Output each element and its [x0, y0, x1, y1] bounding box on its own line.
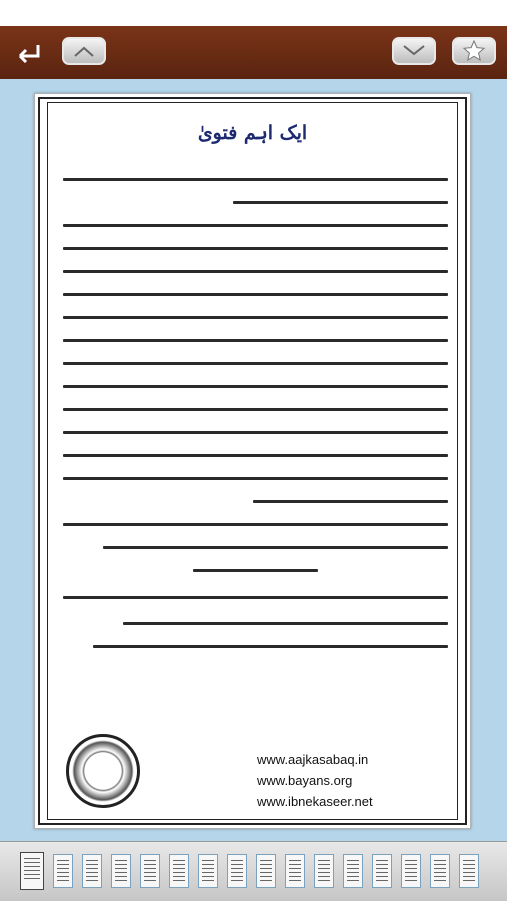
back-button[interactable]	[10, 37, 48, 67]
seal-stamp	[66, 734, 140, 808]
text-line	[63, 582, 448, 612]
document-body	[63, 168, 448, 658]
page-thumbnail[interactable]	[198, 854, 218, 888]
text-line	[63, 635, 448, 658]
text-line	[63, 398, 448, 421]
text-line	[63, 237, 448, 260]
back-arrow-icon	[16, 41, 42, 63]
document-title: ایک اہم فتویٰ	[197, 122, 308, 144]
mail-icon	[402, 43, 426, 59]
page-thumbnail[interactable]	[401, 854, 421, 888]
page-thumbnail[interactable]	[82, 854, 102, 888]
star-icon	[463, 40, 485, 62]
thumbnail-list	[20, 854, 488, 890]
toolbar	[0, 26, 507, 79]
previous-button[interactable]	[62, 37, 106, 65]
page-thumbnail[interactable]	[111, 854, 131, 888]
text-line	[63, 467, 448, 490]
website-url[interactable]: www.aajkasabaq.in	[257, 752, 369, 767]
text-line	[63, 260, 448, 283]
text-line	[63, 329, 448, 352]
page-thumbnail[interactable]	[314, 854, 334, 888]
page-thumbnail[interactable]	[459, 854, 479, 888]
text-line	[63, 513, 448, 536]
page-thumbnail[interactable]	[343, 854, 363, 888]
text-line	[63, 306, 448, 329]
text-line	[63, 375, 448, 398]
text-line	[63, 444, 448, 467]
thumbnail-strip[interactable]	[0, 841, 507, 901]
page-thumbnail[interactable]	[227, 854, 247, 888]
text-line	[63, 283, 448, 306]
text-line	[63, 421, 448, 444]
page-thumbnail[interactable]	[140, 854, 160, 888]
text-line	[63, 490, 448, 513]
text-line	[63, 536, 448, 559]
page-thumbnail[interactable]	[285, 854, 305, 888]
website-links	[257, 749, 447, 812]
website-url[interactable]: www.bayans.org	[257, 773, 353, 788]
website-url[interactable]: www.ibnekaseer.net	[257, 794, 373, 809]
page-thumbnail[interactable]	[372, 854, 392, 888]
text-line	[63, 352, 448, 375]
bookmark-button[interactable]	[452, 37, 496, 65]
page-thumbnail[interactable]	[53, 854, 73, 888]
mail-button[interactable]	[392, 37, 436, 65]
page-thumbnail[interactable]	[256, 854, 276, 888]
text-line	[63, 612, 448, 635]
text-line	[63, 214, 448, 237]
chevron-up-icon	[72, 44, 96, 58]
page-thumbnail[interactable]	[20, 852, 44, 890]
document-page	[34, 93, 471, 829]
text-line	[63, 191, 448, 214]
page-thumbnail[interactable]	[169, 854, 189, 888]
text-line	[63, 559, 448, 582]
page-thumbnail[interactable]	[430, 854, 450, 888]
text-line	[63, 168, 448, 191]
reader-area[interactable]	[0, 79, 507, 841]
